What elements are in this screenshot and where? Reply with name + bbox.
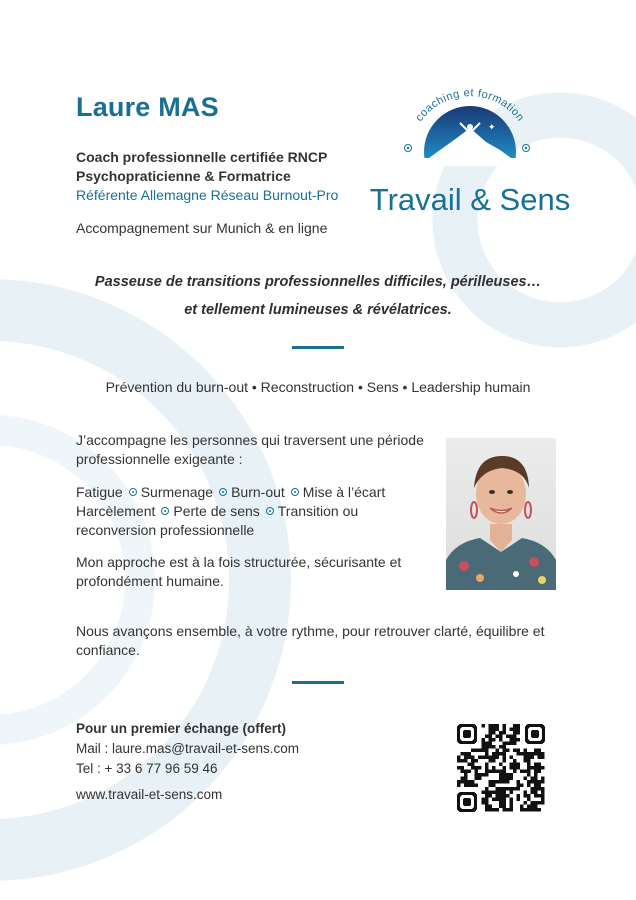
topic-item: Burn-out [231, 484, 285, 500]
topic-item: Transition ou reconversion professionnelle [76, 503, 359, 538]
accompaniment-location: Accompagnement sur Munich & en ligne [76, 220, 328, 236]
topic-item: Mise à l’écart [302, 484, 386, 500]
topic-item: Fatigue [76, 484, 123, 500]
role-subtitle: Psychopraticienne & Formatrice [76, 168, 291, 184]
person-name: Laure MAS [76, 92, 219, 122]
divider [292, 681, 344, 684]
first-exchange-heading: Pour un premier échange (offert) [76, 721, 287, 736]
topic-item: Harcèlement [76, 503, 156, 519]
bullet-icon [266, 507, 274, 515]
topic-item: Perte de sens [173, 503, 260, 519]
services-list: Prévention du burn-out • Reconstruction • Sens • Leadership humain [105, 379, 531, 395]
bullet-icon [291, 488, 299, 496]
website-link[interactable]: www.travail-et-sens.com [76, 787, 223, 802]
network-referent: Référente Allemagne Réseau Burnout-Pro [76, 187, 339, 203]
role-title: Coach professionnelle certifiée RNCP [76, 149, 328, 165]
divider [292, 346, 344, 349]
portrait-photo [446, 438, 556, 590]
logo-brand-text: Travail & Sens [369, 182, 571, 217]
intro-text: J’accompagne les personnes qui traversent une période professionnelle exigeante : [76, 432, 424, 467]
together-text: Nous avançons ensemble, à votre rythme, pour retrouver clarté, équilibre et confiance. [76, 623, 545, 658]
email-contact[interactable]: Mail : laure.mas@travail-et-sens.com [76, 741, 300, 756]
ornament-dot-left [405, 145, 412, 152]
bullet-icon [161, 507, 169, 515]
bullet-icon [219, 488, 227, 496]
tagline-line-2: et tellement lumineuses & révélatrices. [184, 302, 452, 318]
phone-contact[interactable]: Tel : + 33 6 77 96 59 46 [76, 761, 218, 776]
topics-list [76, 483, 421, 540]
ornament-dot-right [523, 145, 530, 152]
star-icon: ✦ [488, 123, 496, 133]
qr-code-icon[interactable] [455, 722, 547, 814]
travail-et-sens-logo [368, 88, 572, 220]
approach-text: Mon approche est à la fois structurée, sécurisante et profondément humaine. [76, 554, 402, 589]
logo-arc-text: coaching et formation [413, 88, 527, 124]
tagline-line-1: Passeuse de transitions professionnelles difficiles, périlleuses… [94, 274, 542, 290]
topic-item: Surmenage [140, 484, 214, 500]
bullet-icon [129, 488, 137, 496]
